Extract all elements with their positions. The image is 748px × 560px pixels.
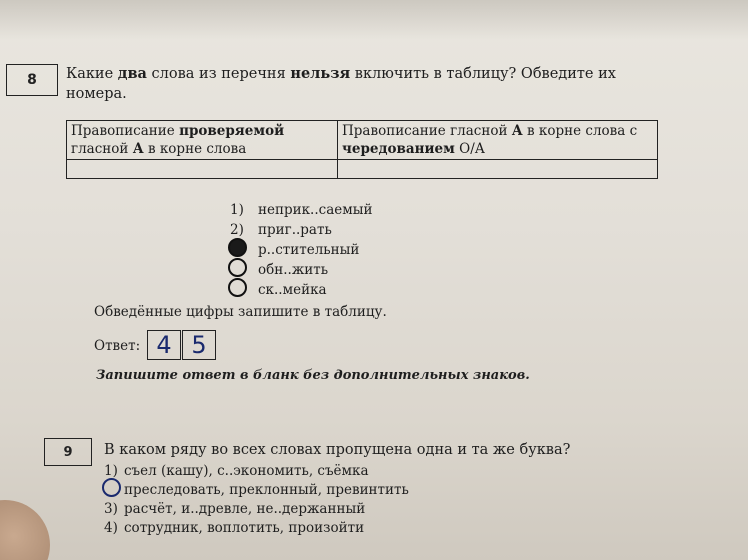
answer-box-2[interactable]: 5 — [182, 330, 216, 360]
table-cell-empty-2[interactable] — [338, 160, 658, 179]
scribble-mark-icon — [228, 238, 247, 257]
option-word: неприк..саемый — [258, 202, 373, 218]
th1-part: гласной — [71, 141, 133, 157]
table-header-checked — [67, 121, 338, 160]
q8-text-part: слова из перечня — [146, 66, 291, 82]
option-word: приг..рать — [258, 222, 332, 238]
list-item[interactable] — [230, 280, 373, 300]
option-word: ск..мейка — [258, 282, 327, 298]
table-empty-row — [67, 160, 658, 179]
q8-text-part: Какие — [66, 66, 118, 82]
option-text: съел (кашу), с..экономить, съёмка — [124, 463, 369, 479]
question-8-number: 8 — [6, 64, 58, 96]
option-number-circled — [230, 278, 258, 303]
list-item[interactable] — [104, 519, 409, 538]
option-number: 4) — [104, 520, 118, 536]
top-shadow — [0, 0, 748, 40]
list-item[interactable] — [104, 462, 409, 481]
th2-part: в корне слова с — [522, 123, 638, 139]
answer-instruction: Запишите ответ в бланк без дополнительных знаков. — [96, 368, 530, 383]
th1-bold: проверяемой — [179, 123, 285, 139]
th2-bold-a: А — [511, 123, 523, 139]
th1-part: Правописание — [71, 123, 180, 139]
circle-mark-icon — [228, 258, 247, 277]
q9-options — [104, 462, 409, 538]
spelling-table — [66, 120, 658, 179]
q8-text-bold-dva: два — [117, 65, 147, 82]
option-number: 1) — [104, 463, 118, 479]
instruction-note: Обведённые цифры запишите в таблицу. — [94, 304, 387, 320]
th1-part: в корне слова — [143, 141, 247, 157]
option-text: преследовать, преклонный, превинтить — [124, 482, 409, 498]
answer-box-1[interactable]: 4 — [147, 330, 181, 360]
q8-options — [230, 200, 373, 300]
q8-text-bold-nelzya: нельзя — [290, 65, 351, 82]
question-9-number: 9 — [44, 438, 92, 466]
table-header-row — [67, 121, 658, 160]
list-item[interactable] — [230, 200, 373, 220]
question-9-text: В каком ряду во всех словах пропущена одна и та же буква? — [104, 442, 571, 458]
th1-bold-a: А — [132, 141, 144, 157]
circle-mark-icon — [102, 478, 121, 497]
list-item[interactable] — [104, 481, 409, 500]
question-8-text — [66, 64, 666, 104]
option-word: р..стительный — [258, 242, 360, 258]
answer-label: Ответ: — [94, 338, 141, 354]
option-number: 3) — [104, 501, 118, 517]
list-item[interactable] — [104, 500, 409, 519]
th2-part: Правописание гласной — [342, 123, 512, 139]
finger-shadow — [0, 500, 50, 560]
option-number: 2) — [230, 222, 244, 238]
option-word: обн..жить — [258, 262, 329, 278]
q8-text-part: включить в таблицу? Обведите их номера. — [66, 66, 616, 102]
table-header-alternation — [338, 121, 658, 160]
option-number: 1) — [230, 202, 244, 218]
circle-mark-icon — [228, 278, 247, 297]
option-text: сотрудник, воплотить, произойти — [124, 520, 365, 536]
table-cell-empty-1[interactable] — [67, 160, 338, 179]
option-text: расчёт, и..древле, не..держанный — [124, 501, 366, 517]
th2-bold: чередованием — [342, 141, 455, 157]
th2-part: О/А — [454, 141, 485, 157]
